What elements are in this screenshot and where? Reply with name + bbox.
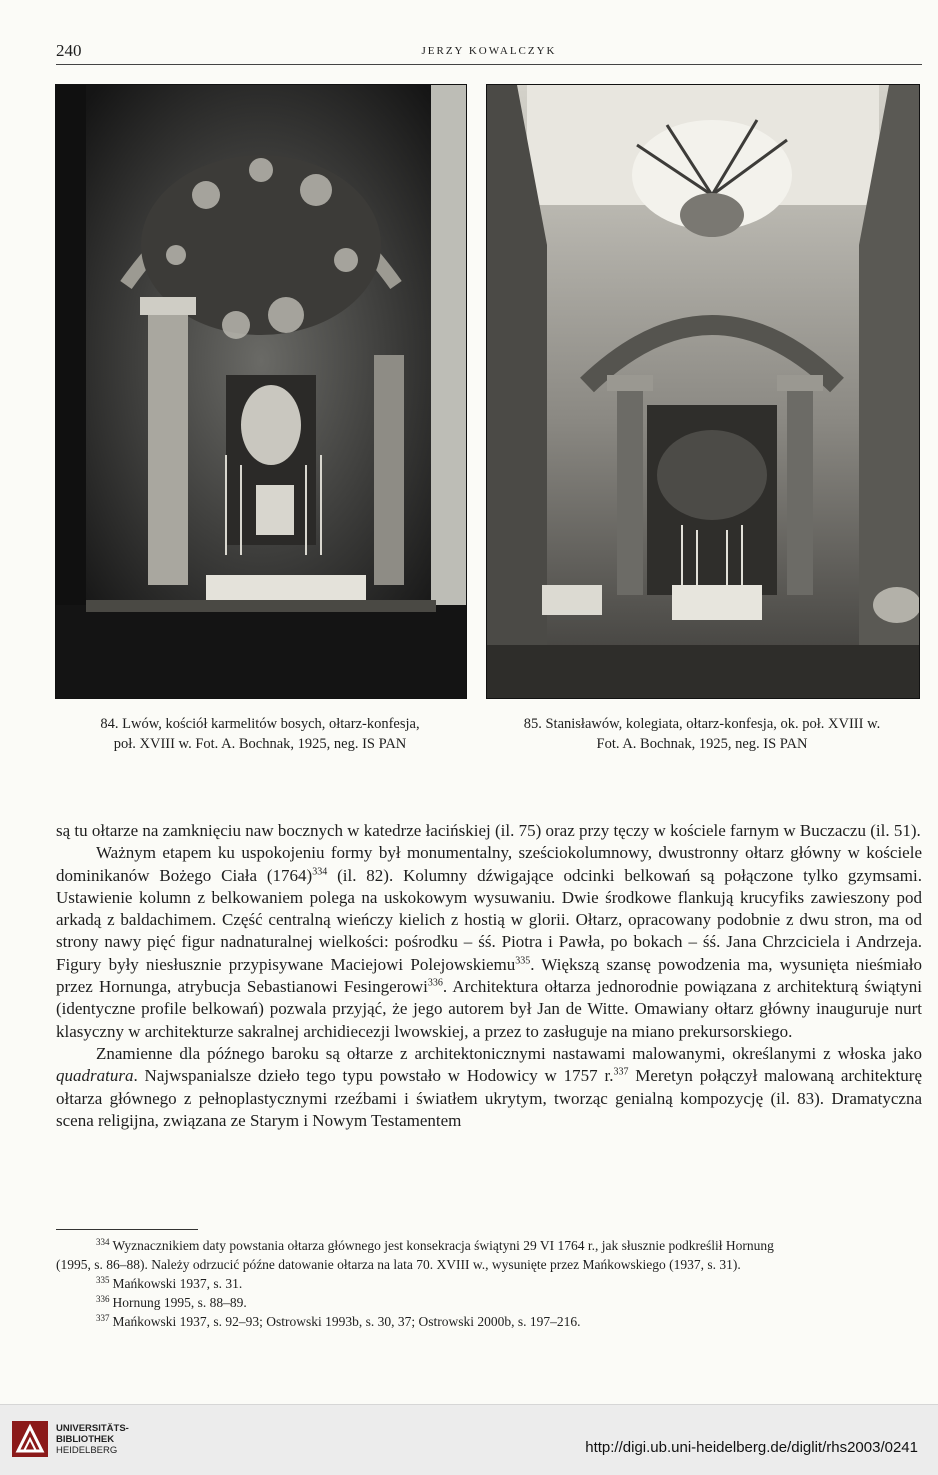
figure-84-caption [55,714,465,754]
library-name-line: HEIDELBERG [56,1445,118,1456]
paragraph [56,1043,922,1132]
footnote-334-continued [56,1255,922,1274]
caption-line: poł. XVIII w. Fot. A. Bochnak, 1925, neg. IS PAN [113,736,407,752]
running-head: JERZY KOWALCZYK [421,45,557,57]
footnote-337 [56,1312,922,1331]
caption-line: Fot. A. Bochnak, 1925, neg. IS PAN [596,736,808,752]
footnote-335 [56,1274,922,1293]
text-run: (il. 82). Kolumny dźwigające odcinki belkowań są połączone tylko gzymsami. Ustawienie kolumn z belkowaniem polega na uskokowym wysuwaniu. Dwie środkowe flankują krucyfiks zawieszony pod arkadą z baldachimem. Część centralną wieńczy kielich z hostią w glorii. Ołtarz, opracowany podobnie z dwu stron, ma od strony nawy pięć figur nadnaturalnej wielkości: pośrodku – śś. Piotra i Pawła, po bokach – śś. Jana Chrzciciela i Andrzeja. Figury były niesłusznie przypisywane Maciejowi Polejowskiemu [56,865,922,974]
footnote-text: Wyznacznikiem daty powstania ołtarza głównego jest konsekracja świątyni 29 VI 1764 r., jak słusznie podkreślił Hornung [112,1238,774,1253]
text-run: . Architektura ołtarza jednorodnie powiązana z architekturą świątyni (identyczne profile belkowań) pozwala przyjąć, że jego autorem był Jan de Witte. Omawiany ołtarz główny inauguruje nurt klasyczny w architekturze sakralnej archidiecezji lwowskiej, a przez to zasługuje na miano prekursorskiego. [56,977,922,1041]
footnote-ref-336: 336 [427,977,443,989]
library-logo-icon [10,1419,50,1459]
footnote-ref-334: 334 [312,865,328,877]
footnote-text: (1995, s. 86–88). Należy odrzucić późne datowanie ołtarza na lata 70. XVIII w., wysunięte przez Mańkowskiego (1937, s. 31). [56,1257,741,1272]
text-run: . Najwspanialsze dzieło tego typu powstało w Hodowicy w 1757 r. [133,1066,614,1086]
footnote-rule [56,1229,198,1230]
footnotes [56,1236,922,1331]
page-number: 240 [56,41,82,60]
library-name-line: BIBLIOTHEK [56,1434,115,1445]
footnote-336 [56,1293,922,1312]
paragraph: są tu ołtarze na zamknięciu naw bocznych w katedrze łacińskiej (il. 75) oraz przy tęczy w kościele farnym w Buczaczu (il. 51). [56,821,921,840]
footnote-text: Mańkowski 1937, s. 31. [112,1276,243,1291]
paragraph [56,842,922,1043]
footnote-334 [56,1236,922,1255]
text-run: Meretyn połączył malowaną architekturę ołtarza głównego z pełnoplastycznymi rzeźbami i światłem ukrytym, tworząc genialną kompozycję (il. 83). Dramatyczna scena religijna, związana ze Starym i Nowym Testamentem [56,1066,922,1130]
footnote-number: 337 [96,1312,110,1323]
body-text [56,820,922,1132]
footnote-ref-335: 335 [515,955,531,967]
text-run: . Większą szansę powodzenia ma, wysunięta nieśmiało przez Hornunga, atrybucja Sebastianowi Fesingerowi [56,954,922,997]
caption-line: 85. Stanisławów, kolegiata, ołtarz-konfesja, ok. poł. XVIII w. [523,716,881,732]
library-name-line: UNIVERSITÄTS- [56,1423,129,1434]
figure-85-caption [486,714,918,754]
italic-term: quadratura [56,1066,134,1086]
text-run: Znamienne dla późnego baroku są ołtarze z architektonicznymi nastawami malowanymi, określanymi z włoska jako [96,1043,922,1063]
footnote-number: 334 [96,1236,110,1247]
source-url-link[interactable]: http://digi.ub.uni-heidelberg.de/diglit/rhs2003/0241 [585,1439,918,1456]
figure-85-photo [486,84,920,699]
footnote-ref-337: 337 [613,1066,629,1078]
library-name [56,1423,129,1456]
footnote-number: 335 [96,1274,110,1285]
footnote-number: 336 [96,1293,110,1304]
caption-line: 84. Lwów, kościół karmelitów bosych, ołtarz-konfesja, [100,716,420,732]
figure-84-photo [55,84,467,699]
footer-bar [0,1404,938,1475]
text-run: Ważnym etapem ku uspokojeniu formy był monumentalny, sześciokolumnowy, dwustronny ołtarz główny w kościele dominikanów Bożego Ciała (1764) [56,843,922,885]
footnote-text: Hornung 1995, s. 88–89. [112,1295,247,1310]
page-header [56,40,922,65]
footnote-text: Mańkowski 1937, s. 92–93; Ostrowski 1993b, s. 30, 37; Ostrowski 2000b, s. 197–216. [112,1314,581,1329]
